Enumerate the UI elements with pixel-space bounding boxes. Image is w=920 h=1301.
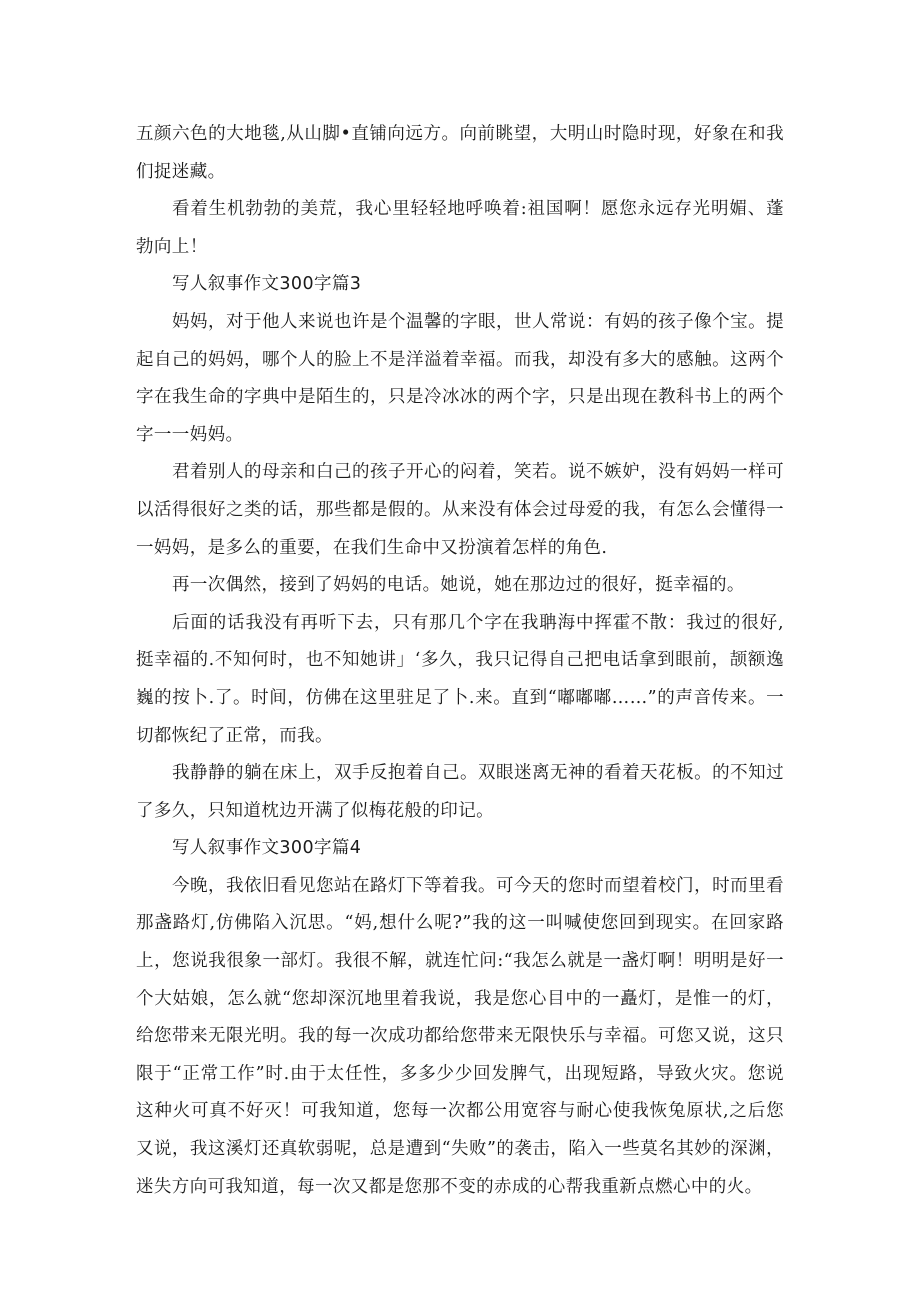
paragraph-street-lamp: 今晚，我依旧看见您站在路灯下等着我。可今天的您时而望着校门，时而里看那盏路灯,仿佛陷入沉思。“妈,想什么呢?”我的这一叫喊使您回到现实。在回家路上，您说我很象一部灯。我很不解，就连忙问:“我怎么就是一盏灯啊！明明是好一个大姑娘，怎么就“您却深沉地里着我说，我是您心目中的一矗灯，是惟一的灯，给您带来无限光明。我的每一次成功都给您带来无限快乐与幸福。可您又说，这只限于“正常工作”时.由于太任性，多多少少回发脾气，出现短路，导致火灾。您说这种火可真不好灭！可我知道，您每一次都公用宽容与耐心使我恢兔原状,之后您又说，我这溪灯还真软弱呢，总是遭到“失败”的袭击，陷入一些莫名其妙的深渊，迷失方向可我知道，每一次又都是您那不变的赤成的心帮我重新点燃心中的火。	[136, 875, 784, 1197]
document-body	[136, 116, 784, 1206]
paragraph-carpet-view: 五颜六色的大地毯,从山脚•直铺向远方。向前眺望，大明山时隐时现，好象在和我们捉迷藏。	[136, 124, 784, 182]
paragraph-other-mothers: 君着别人的母亲和白己的孩子开心的闷着，笑若。说不嫉妒，没有妈妈一样可以活得很好之类的话，那些都是假的。从来没有体会过母爱的我，有怎么会懂得一一妈妈，是多么的重要，在我们生命中又扮演着怎样的角色.	[136, 462, 784, 558]
paragraph-motherland: 看着生机勃勃的美荒，我心里轻轻地呼唤着:祖国啊！愿您永远存光明媚、蓬勃向上！	[136, 199, 784, 257]
paragraph-mother-word: 妈妈，对于他人来说也许是个温馨的字眼，世人常说：有妈的孩子像个宝。提起自己的妈妈，哪个人的脸上不是洋溢着幸福。而我，却没有多大的感触。这两个字在我生命的字典中是陌生的，只是冷冰冰的两个字，只是出现在教科书上的两个字一一妈妈。	[136, 311, 784, 445]
paragraph-after-call: 后面的话我没有再听下去，只有那几个字在我聃海中挥霍不散：我过的很好,挺幸福的.不知何时，也不知她讲」‘多久，我只记得自己把电话拿到眼前，颉额逸巍的按卜.了。时间，仿佛在这里驻足了卜.来。直到“嘟嘟嘟……”的声音传来。一切都恢纪了正常，而我。	[136, 612, 784, 746]
section-heading-4: 写人叙事作文300字篇4	[172, 838, 362, 859]
paragraph-phone-call: 再一次偶然，接到了妈妈的电话。她说，她在那边过的很好，挺幸福的。	[172, 575, 745, 596]
section-heading-3: 写人叙事作文300字篇3	[172, 274, 362, 295]
paragraph-lying-in-bed: 我静静的躺在床上，双手反抱着自己。双眼迷离无神的看着天花板。的不知过了多久，只知道枕边开满了似梅花般的印记。	[136, 763, 784, 821]
